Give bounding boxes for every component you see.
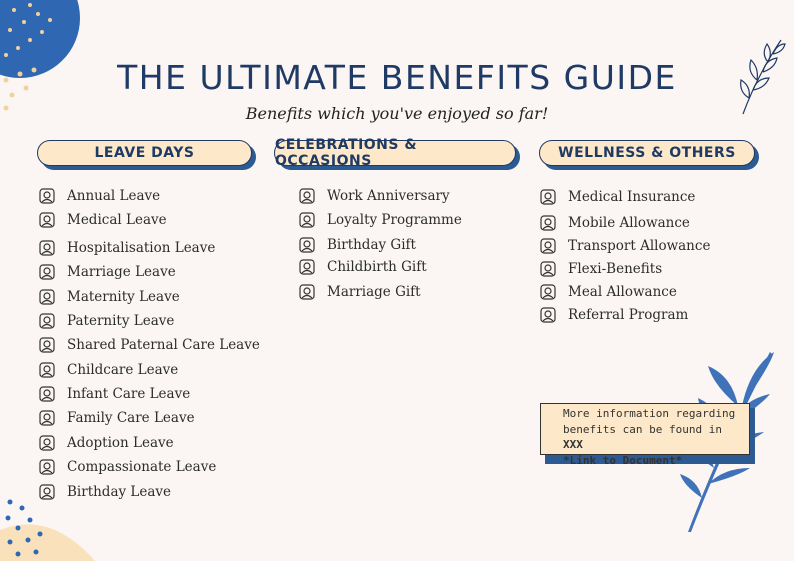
- benefit-label: Marriage Gift: [327, 284, 421, 300]
- benefit-label: Medical Leave: [67, 212, 167, 228]
- benefit-label: Marriage Leave: [67, 264, 176, 280]
- benefit-item: [37, 383, 190, 405]
- benefit-item: [538, 212, 690, 234]
- benefit-label: Compassionate Leave: [67, 459, 217, 475]
- benefit-item: [538, 281, 677, 303]
- benefit-item: [37, 359, 178, 381]
- benefit-item: [297, 234, 416, 256]
- benefit-label: Paternity Leave: [67, 313, 175, 329]
- benefit-label: Adoption Leave: [67, 435, 174, 451]
- benefit-item: [37, 456, 216, 478]
- adoption-icon: [37, 433, 67, 453]
- benefit-label: Flexi-Benefits: [568, 261, 663, 277]
- car-icon: [538, 236, 568, 256]
- benefit-item: [37, 286, 180, 308]
- birthday-icon: [37, 482, 67, 502]
- benefit-item: [538, 258, 662, 280]
- crossed-tools-icon: [297, 210, 327, 230]
- benefit-label: Shared Paternal Care Leave: [67, 337, 260, 353]
- info-placeholder-xxx: XXX: [563, 438, 583, 451]
- benefit-label: Medical Insurance: [568, 189, 696, 205]
- benefit-label: Maternity Leave: [67, 289, 180, 305]
- meal-icon: [538, 282, 568, 302]
- rings-icon: [37, 262, 67, 282]
- heading-leave-days: [37, 140, 252, 166]
- benefit-item: [37, 481, 171, 503]
- benefit-label: Loyalty Programme: [327, 212, 462, 228]
- family-icon: [37, 408, 67, 428]
- benefit-label: Birthday Leave: [67, 484, 172, 500]
- benefit-label: Annual Leave: [67, 188, 161, 204]
- benefit-label: Infant Care Leave: [67, 386, 191, 402]
- mobile-phone-icon: [538, 213, 568, 233]
- child-icon: [37, 360, 67, 380]
- benefit-item: [297, 209, 462, 231]
- gravestone-icon: [37, 457, 67, 477]
- benefit-item: [37, 185, 160, 207]
- flexi-benefits-icon: [538, 259, 568, 279]
- benefit-label: Childcare Leave: [67, 362, 179, 378]
- wedding-card-icon: [297, 282, 327, 302]
- referral-icon: [538, 305, 568, 325]
- calendar-icon: [297, 186, 327, 206]
- benefit-label: Meal Allowance: [568, 284, 677, 300]
- benefit-item: [538, 304, 688, 326]
- benefit-item: [297, 185, 450, 207]
- benefit-label: Referral Program: [568, 307, 689, 323]
- clipboard-medical-icon: [37, 210, 67, 230]
- holding-hands-icon: [37, 335, 67, 355]
- heading-wellness-label: WELLNESS & OTHERS: [539, 140, 755, 166]
- benefit-label: Work Anniversary: [327, 188, 450, 204]
- heading-leave-days-label: LEAVE DAYS: [37, 140, 252, 166]
- page-title: THE ULTIMATE BENEFITS GUIDE: [117, 58, 677, 97]
- palm-tree-icon: [37, 186, 67, 206]
- mother-icon: [37, 287, 67, 307]
- benefit-item: [37, 334, 260, 356]
- benefit-item: [297, 256, 427, 278]
- umbrella-medical-icon: [538, 187, 568, 207]
- info-document-link[interactable]: *Link to Document*: [563, 453, 683, 467]
- info-box: [540, 403, 750, 467]
- benefit-item: [37, 432, 174, 454]
- hospital-icon: [37, 238, 67, 258]
- benefit-label: Childbirth Gift: [327, 259, 427, 275]
- info-line-2: benefits can be found in XXX: [563, 422, 722, 451]
- benefit-label: Hospitalisation Leave: [67, 240, 216, 256]
- page-subtitle: Benefits which you've enjoyed so far!: [245, 104, 549, 123]
- benefit-item: [37, 261, 176, 283]
- benefit-label: Family Care Leave: [67, 410, 195, 426]
- benefit-item: [538, 235, 710, 257]
- heading-celebrations-label: CELEBRATIONS & OCCASIONS: [274, 140, 516, 166]
- info-line-1: More information regarding: [563, 407, 736, 420]
- benefit-label: Transport Allowance: [568, 238, 711, 254]
- benefit-item: [37, 407, 195, 429]
- heading-wellness-others: [539, 140, 755, 166]
- benefit-label: Birthday Gift: [327, 237, 416, 253]
- benefit-item: [37, 209, 167, 231]
- benefit-label: Mobile Allowance: [568, 215, 690, 231]
- benefit-item: [538, 186, 695, 208]
- benefit-item: [297, 281, 421, 303]
- benefit-item: [37, 310, 174, 332]
- baby-gift-icon: [297, 257, 327, 277]
- benefit-item: [37, 237, 215, 259]
- father-icon: [37, 311, 67, 331]
- baby-icon: [37, 384, 67, 404]
- gift-card-icon: [297, 235, 327, 255]
- heading-celebrations-occasions: [274, 137, 516, 169]
